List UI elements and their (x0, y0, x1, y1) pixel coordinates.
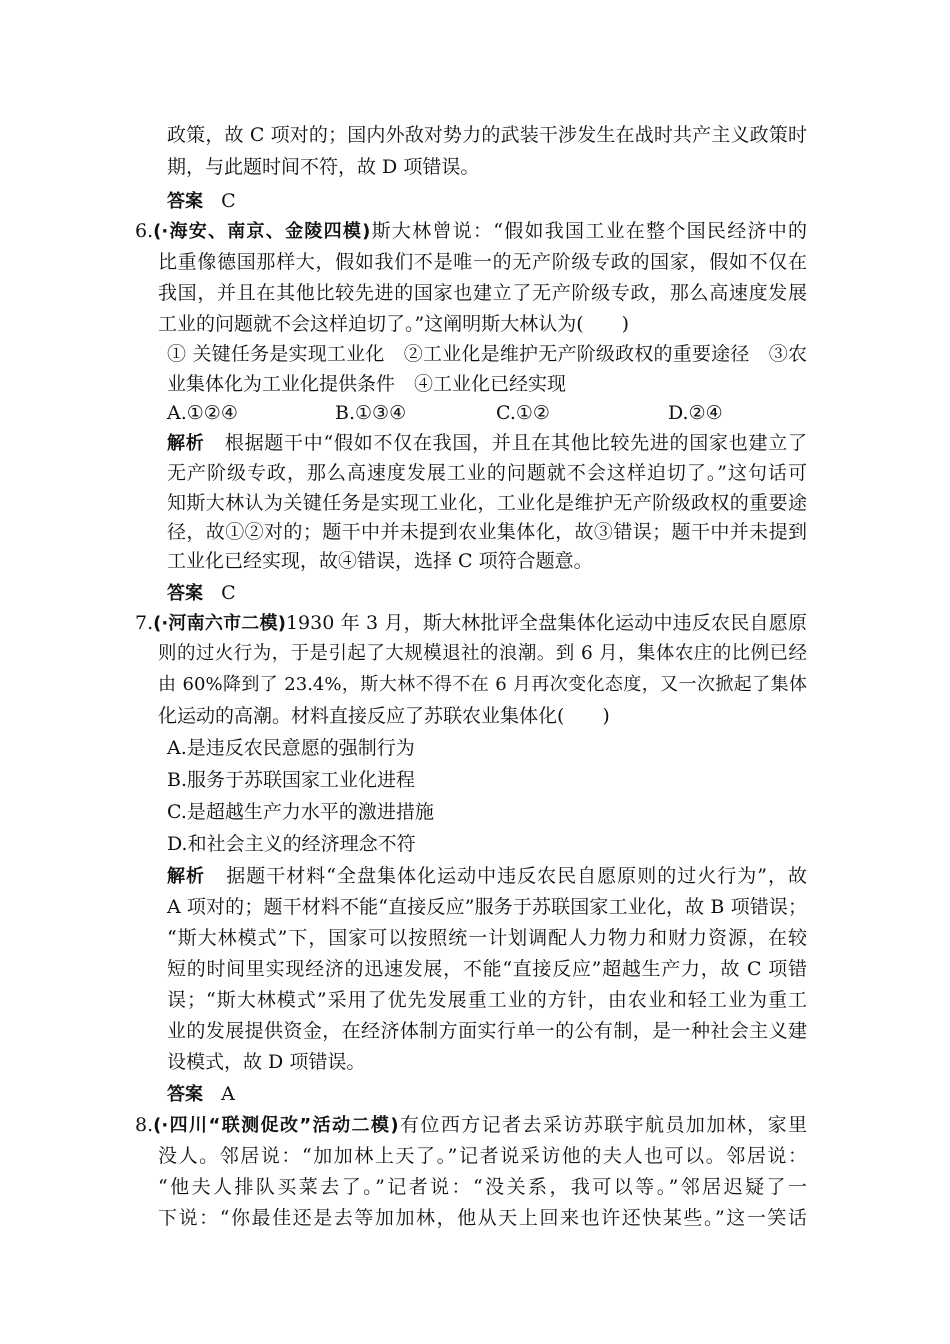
analysis-line: 知斯大林认为关键任务是实现工业化，工业化是维护无产阶级政权的重要途 (167, 492, 807, 514)
answer-label: 答案 (167, 583, 203, 604)
answer-value: C (221, 190, 236, 212)
question-7-stem-line (135, 609, 807, 638)
statement-line: 业集体化为工业化提供条件 ④工业化已经实现 (167, 373, 567, 395)
analysis-line: “斯大林模式”下，国家可以按照统一计划调配人力物力和财力资源，在较 (167, 927, 807, 949)
answer-label: 答案 (167, 1084, 203, 1105)
question-source: (·四川“联测促改”活动二模) (153, 1115, 399, 1136)
stem-text: 斯大林曾说：“假如我国工业在整个国民经济中的 (370, 220, 808, 242)
statement-line: ① 关键任务是实现工业化 ②工业化是维护无产阶级政权的重要途径 ③农 (167, 343, 807, 365)
question-number: 6. (135, 220, 154, 242)
question-8-stem-line (135, 1111, 807, 1140)
option-b[interactable]: B.①③④ (335, 402, 407, 424)
question-8-stem-line: “他夫人排队买菜去了。”记者说：“没关系，我可以等。”邻居迟疑了一 (158, 1176, 807, 1198)
option-b[interactable]: B.服务于苏联国家工业化进程 (167, 769, 416, 791)
question-number: 8. (135, 1114, 154, 1136)
answer-value: A (221, 1083, 235, 1105)
question-7-stem-line: 化运动的高潮。材料直接反应了苏联农业集体化( ) (158, 705, 610, 727)
option-a[interactable]: A.①②④ (167, 402, 238, 424)
analysis-line: 设模式，故 D 项错误。 (167, 1051, 366, 1073)
analysis-line: 误；“斯大林模式”采用了优先发展重工业的方针，由农业和轻工业为重工 (167, 989, 807, 1011)
analysis-line: 工业化已经实现，故④错误，选择 C 项符合题意。 (167, 550, 593, 572)
question-8-stem-line: 没人。邻居说：“加加林上天了。”记者说采访他的夫人也可以。邻居说： (158, 1145, 807, 1167)
option-d[interactable]: D.和社会主义的经济理念不符 (167, 833, 416, 855)
analysis-label: 解析 (167, 433, 205, 454)
question-6-stem-line: 比重像德国那样大，假如我们不是唯一的无产阶级专政的国家，假如不仅在 (158, 251, 807, 273)
option-d[interactable]: D.②④ (668, 402, 723, 424)
analysis-line: 径，故①②对的；题干中并未提到农业集体化，故③错误；题干中并未提到 (167, 521, 807, 543)
answer-line (167, 187, 807, 216)
analysis-label: 解析 (167, 866, 206, 887)
question-number: 7. (135, 612, 154, 634)
analysis-line (167, 429, 807, 458)
stem-text: 1930 年 3 月，斯大林批评全盘集体化运动中违反农民自愿原 (285, 612, 807, 634)
question-7-stem-line: 由 60%降到了 23.4%，斯大林不得不在 6 月再次变化态度，又一次掀起了集体 (158, 674, 807, 695)
answer-label: 答案 (167, 191, 203, 212)
analysis-line: 短的时间里实现经济的迅速发展，不能“直接反应”超越生产力，故 C 项错 (167, 958, 807, 980)
question-source: (·河南六市二模) (153, 613, 286, 634)
analysis-line (167, 862, 807, 891)
analysis-text: 据题干材料“全盘集体化运动中违反农民自愿原则的过火行为”，故 (226, 865, 808, 887)
question-8-stem-line: 下说：“你最佳还是去等加加林，他从天上回来也许还快某些。”这一笑话 (158, 1207, 807, 1229)
analysis-line: 期，与此题时间不符，故 D 项错误。 (167, 156, 480, 178)
analysis-line: 政策，故 C 项对的；国内外敌对势力的武装干涉发生在战时共产主义政策时 (167, 124, 807, 146)
stem-text: 有位西方记者去采访苏联宇航员加加林，家里 (398, 1114, 807, 1136)
option-c[interactable]: C.是超越生产力水平的激进措施 (167, 801, 434, 823)
option-a[interactable]: A.是违反农民意愿的强制行为 (167, 737, 415, 759)
answer-line (167, 1080, 807, 1109)
question-6-stem-line: 我国，并且在其他比较先进的国家也建立了无产阶级专政，那么高速度发展 (158, 282, 807, 304)
option-c[interactable]: C.①② (496, 402, 550, 424)
analysis-line: 业的发展提供资金，在经济体制方面实行单一的公有制，是一种社会主义建 (167, 1020, 807, 1042)
question-source: (·海安、南京、金陵四模) (153, 221, 371, 242)
question-6-stem-line: 工业的问题就不会这样迫切了。”这阐明斯大林认为( ) (158, 313, 630, 335)
analysis-line: A 项对的；题干材料不能“直接反应”服务于苏联国家工业化，故 B 项错误； (167, 896, 807, 918)
analysis-line: 无产阶级专政，那么高速度发展工业的问题就不会这样迫切了。”这句话可 (167, 462, 807, 484)
answer-value: C (221, 582, 236, 604)
question-6-stem-line (135, 217, 807, 246)
answer-line (167, 579, 807, 608)
analysis-text: 根据题干中“假如不仅在我国，并且在其他比较先进的国家也建立了 (224, 432, 808, 454)
question-7-stem-line: 则的过火行为，于是引起了大规模退社的浪潮。到 6 月，集体农庄的比例已经 (158, 643, 807, 664)
